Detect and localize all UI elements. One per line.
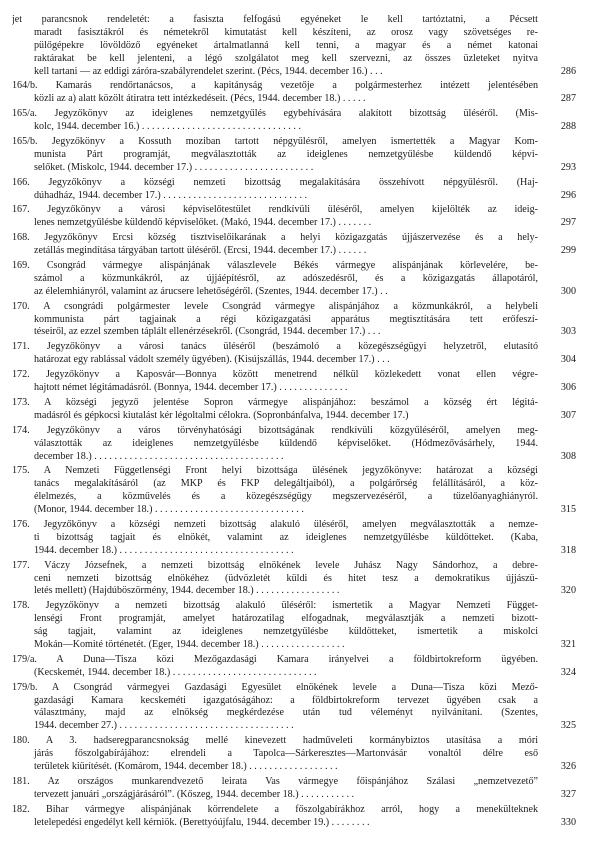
toc-entry <box>12 519 580 558</box>
entry-text: határozat egy rablással vádolt személy ügyében). (Kisújszállás, 1944. december 17.) . . . <box>34 354 390 366</box>
entry-text: területek kiürítését. (Komárom, 1944. december 18.) . . . . . . . . . . . . . . . . . . <box>34 760 338 772</box>
toc-entry <box>12 108 580 134</box>
entry-number: 179/b. <box>12 681 38 693</box>
page-number: 327 <box>560 788 576 800</box>
entry-number: 175. <box>12 465 30 477</box>
entry-line <box>12 438 580 451</box>
page-number: 306 <box>560 382 576 394</box>
entry-line <box>12 817 580 830</box>
entry-text: kolc, 1944. december 16.) . . . . . . . . . . . . . . . . . . . . . . . . . . . . . . . . <box>34 121 301 133</box>
page-number: 288 <box>560 121 576 133</box>
entry-line <box>12 162 580 175</box>
page-number: 307 <box>560 409 576 421</box>
entry-text: Jegyzőkönyv a nemzeti bizottság alakuló üléséről: ismertetik a Magyar Nemzeti Függet- <box>45 600 538 612</box>
entry-text: számol a közmunkákról, az újjáépítésről, az adószedésről, és a közigazgatás állapotáról, <box>34 272 538 284</box>
entry-line <box>12 40 580 53</box>
entry-text: tanács megalakításáról (az MKP és FKP delegáltjaiból), a polgárőrség felállításáról, a köz- <box>34 478 538 490</box>
entry-text: maradt fasisztákról és németekről kimutatást kell készíteni, az orosz vagy szövetséges re- <box>34 26 538 38</box>
entry-line <box>12 761 580 774</box>
entry-text: raktárakat be kell jelenteni, a légó szolgálatot meg kell szervezni, az összes üzleteket nyitva <box>34 52 538 64</box>
toc-entry <box>12 776 580 802</box>
entry-line <box>12 707 580 720</box>
entry-line <box>12 545 580 558</box>
entry-number: 177. <box>12 559 30 571</box>
page-number: 296 <box>560 189 576 201</box>
toc-entry <box>12 369 580 395</box>
entry-text: selőket. (Miskolc, 1944. december 17.) . . . . . . . . . . . . . . . . . . . . . . . . <box>34 161 314 173</box>
entry-number: 166. <box>12 176 30 188</box>
entry-line <box>12 53 580 66</box>
entry-line <box>12 804 580 817</box>
entry-text: Kamarás rendőrtanácsos, a kapitányság vezetője a polgármesterhez intézett jelentésében <box>55 80 538 92</box>
toc-entry <box>12 177 580 203</box>
entry-number: 176. <box>12 518 30 530</box>
toc-entry <box>12 260 580 299</box>
entry-line <box>12 149 580 162</box>
entry-line <box>12 27 580 40</box>
page-number: 293 <box>560 161 576 173</box>
entry-line <box>12 573 580 586</box>
entry-number: 164/b. <box>12 80 38 92</box>
entry-text: letés mellett) (Hajdúböszörmény, 1944. december 18.) . . . . . . . . . . . . . . . . . <box>34 585 340 597</box>
entry-line <box>12 451 580 464</box>
entry-text: Jegyzőkönyv a Kaposvár—Bonnya között menetrend nélkül közlekedett vonat ellen végre- <box>45 369 538 381</box>
entry-text: Mokán—Komité történetét. (Eger, 1944. december 18.) . . . . . . . . . . . . . . . . . <box>34 638 345 650</box>
entry-line <box>12 273 580 286</box>
entry-line <box>12 519 580 532</box>
entry-text: Jegyzőkönyv az ideiglenes nemzetgyűlés egybehívására alakított bizottság üléséről. (Mis- <box>54 108 538 120</box>
page-number: 300 <box>560 285 576 297</box>
entry-text: december 18.) . . . . . . . . . . . . . . . . . . . . . . . . . . . . . . . . . . . . . . <box>34 450 284 462</box>
toc-entry <box>12 560 580 599</box>
entry-line <box>12 80 580 93</box>
toc-entry <box>12 654 580 680</box>
toc-entry <box>12 600 580 652</box>
page-number: 303 <box>560 326 576 338</box>
entry-line <box>12 695 580 708</box>
entry-text: A csongrádi polgármester levele Csongrád vármegye alispánjához a közmunkákról, a helybeli <box>43 300 539 312</box>
entry-line <box>12 136 580 149</box>
entry-line <box>12 341 580 354</box>
entry-line <box>12 232 580 245</box>
entry-text: 1944. december 27.) . . . . . . . . . . . . . . . . . . . . . . . . . . . . . . . . . . . <box>34 720 294 732</box>
toc-entry <box>12 735 580 774</box>
entry-text: Jegyzőkönyv a Kossuth moziban tartott népgyűlésről, amelyen ismertették a Magyar Kom- <box>51 136 538 148</box>
page-number: 286 <box>560 65 576 77</box>
entry-line <box>12 735 580 748</box>
entry-line <box>12 682 580 695</box>
entry-line <box>12 585 580 598</box>
entry-text: jet parancsnok rendeletét: a fasiszta felfogású egyéneket le kell tartóztatni, a Pécsett <box>12 14 538 25</box>
entry-line <box>12 410 580 423</box>
entry-line <box>12 654 580 667</box>
entry-text: A Nemzeti Függetlenségi Front helyi bizottsága ülésének jegyzőkönyve: határozat a községi <box>43 465 538 477</box>
entry-text: A Duna—Tisza közi Mezőgazdasági Kamara irányelvei a földbirtokreform ügyében. <box>56 653 538 665</box>
entry-text: madásról és gépkocsi kiutalást kér légoltalmi célokra. (Sopronbánfalva, 1944. december 17.) <box>34 409 409 421</box>
entry-line <box>12 667 580 680</box>
entry-line <box>12 260 580 273</box>
entry-text: (Kecskemét, 1944. december 18.) . . . . . . . . . . . . . . . . . . . . . . . . . . . . . <box>34 666 317 678</box>
toc-entry <box>12 301 580 340</box>
page-number: 318 <box>560 544 576 556</box>
entry-text: Jegyzőkönyv a városi tanács üléséről (beszámoló a közegészségügyi helyzetről, elutasító <box>46 341 538 353</box>
entry-text: Jegyzőkönyv a községi nemzeti bizottság megalakítására összehívott népgyűlésről. (Haj- <box>48 176 538 188</box>
entry-line <box>12 121 580 134</box>
entry-text: élelmezés, a közművelés és a közegészségügy megszervezéséről, a tüzelőanyaghiányról. <box>34 491 538 503</box>
entry-text: választották az ideiglenes nemzetgyűlésbe küldendő képviselőket. (Hódmezővásárhely, 1944. <box>34 437 538 449</box>
entry-line <box>12 66 580 79</box>
page-number: 315 <box>560 504 576 516</box>
page-number: 304 <box>560 354 576 366</box>
entry-text: dúhadház, 1944. december 17.) . . . . . . . . . . . . . . . . . . . . . . . . . . . . . <box>34 189 308 201</box>
entry-line <box>12 354 580 367</box>
entry-number: 179/a. <box>12 653 37 665</box>
page-number: 287 <box>560 93 576 105</box>
entry-line <box>12 314 580 327</box>
entry-line <box>12 190 580 203</box>
entry-line <box>12 776 580 789</box>
entry-text: választmány, majd az elnökség megkérdezése után tud véleményt nyilvánítani. (Szentes, <box>34 707 538 719</box>
entry-line <box>12 397 580 410</box>
entry-line <box>12 245 580 258</box>
page-number: 297 <box>560 217 576 229</box>
entry-line <box>12 504 580 517</box>
entry-number: 180. <box>12 735 30 747</box>
toc-entry <box>12 136 580 175</box>
entry-text: pülőgépekre lövöldöző egyéneket ártalmatlanná kell tenni, a magyar és a német katonai <box>34 39 538 51</box>
entry-line <box>12 720 580 733</box>
entry-line <box>12 93 580 106</box>
entry-text: letelepedési engedélyt kell kérniök. (Berettyóújfalu, 1944. december 19.) . . . . . . . . <box>34 816 370 828</box>
entry-number: 182. <box>12 803 30 815</box>
entry-line <box>12 108 580 121</box>
page-number: 330 <box>560 816 576 828</box>
entry-line <box>12 326 580 339</box>
toc-entry <box>12 14 580 78</box>
entry-text: Csongrád vármegye alispánjának válaszlevele Békés vármegye alispánjának körlevelére, be- <box>46 260 538 272</box>
entry-line <box>12 286 580 299</box>
entry-text: hajtott német légitámadásról. (Bonnya, 1944. december 17.) . . . . . . . . . . . . . . <box>34 382 348 394</box>
entry-text: közli az a) alatt közölt átiratra tett intézkedéseit. (Pécs, 1944. december 18.) . . . . . <box>34 93 366 105</box>
page-number: 299 <box>560 245 576 257</box>
entry-line <box>12 626 580 639</box>
entry-number: 165/b. <box>12 136 38 148</box>
entry-text: zetállás megindítása tárgyában tartott üléséről. (Ercsi, 1944. december 17.) . . . . . . <box>34 245 367 257</box>
entry-number: 172. <box>12 369 30 381</box>
entry-text: gazdasági Kamara kecskeméti igazgatóságához: a földbirtokreform tervezet ügyében csak a <box>34 694 538 706</box>
entry-text: Jegyzőkönyv a város törvényhatósági bizottságának rendkívüli közgyűléséről, amelyen meg- <box>46 424 538 436</box>
toc-entry <box>12 341 580 367</box>
entry-line <box>12 491 580 504</box>
entry-line <box>12 600 580 613</box>
entry-line <box>12 425 580 438</box>
entry-line <box>12 204 580 217</box>
entry-text: (Monor, 1944. december 18.) . . . . . . . . . . . . . . . . . . . . . . . . . . . . . . <box>34 504 304 516</box>
entry-line <box>12 478 580 491</box>
entry-text: A községi jegyző jelentése Sopron vármegye alispánjához: beszámol a község ért légitá- <box>44 396 538 408</box>
entry-text: ság tagjait, valamint az ideiglenes nemzetgyűlésbe küldötteket, ismertetik a miskolci <box>34 626 538 638</box>
entry-line <box>12 369 580 382</box>
entry-text: Az országos munkarendvezető leirata Vas vármegye főispánjához Szálasi „nemzetvezető” <box>47 775 539 787</box>
entry-number: 178. <box>12 600 30 612</box>
entry-text: lenségi Front programját, amelyet határozatilag elfogadnak, megválasztják a nemzeti bizott- <box>34 613 538 625</box>
entry-number: 168. <box>12 232 30 244</box>
page-number: 325 <box>560 720 576 732</box>
entry-text: munista Párt programját, megválasztották az ideiglenes nemzetgyűlésbe küldendő képvi- <box>34 148 538 160</box>
entry-text: Váczy Józsefnek, a nemzeti bizottság elnökének levele Juhász Nagy Sándorhoz, a debre- <box>44 559 538 571</box>
entry-text: járás főszolgabírájához: elrendeli a Tapolca—Sárkeresztes—Martonvásár vonaltól délre eső <box>34 748 538 760</box>
entry-line <box>12 301 580 314</box>
entry-number: 169. <box>12 260 30 272</box>
entry-line <box>12 177 580 190</box>
entry-line <box>12 789 580 802</box>
entry-text: A 3. hadseregparancsnokság mellé kinevezett hadműveleti kormánybiztos utasítása a móri <box>45 735 538 747</box>
entry-text: Jegyzőkönyv a községi nemzeti bizottság alakuló üléséről, amelyen megválasztották a nemze- <box>43 518 538 530</box>
entry-text: Jegyzőkönyv a városi képviselőtestület rendkívüli üléséről, amelyen kijelölték az ideig- <box>47 204 538 216</box>
toc-entry <box>12 804 580 830</box>
entry-line <box>12 217 580 230</box>
toc-entry <box>12 232 580 258</box>
entry-line <box>12 748 580 761</box>
toc-entry <box>12 397 580 423</box>
entry-line <box>12 532 580 545</box>
toc-entry <box>12 682 580 734</box>
entry-text: Bihar vármegye alispánjának körrendelete a főszolgabírákhoz arról, hogy a menekülteknek <box>46 803 538 815</box>
page-number: 326 <box>560 760 576 772</box>
entry-line <box>12 639 580 652</box>
entry-text: kommunista párt tagjainak a régi közigazgatási apparátus megtisztítására tett erőfeszí- <box>34 313 538 325</box>
page-number: 320 <box>560 585 576 597</box>
entry-text: ti bizottság tagjait és elnökét, valamint az ideiglenes nemzetgyűlésbe küldötteket. (Kaba, <box>34 531 538 543</box>
page-number: 308 <box>560 450 576 462</box>
entry-text: tervezett januári „országjárásáról”. (Kőszeg, 1944. december 18.) . . . . . . . . . . . <box>34 788 355 800</box>
entry-number: 170. <box>12 300 30 312</box>
toc-entry <box>12 204 580 230</box>
entry-line <box>12 465 580 478</box>
entry-text: Jegyzőkönyv Ercsi község tisztviselőikarának a helyi közigazgatás újjászervezése és a hely- <box>44 232 539 244</box>
entry-text: az élelemhiányról, valamint az árucsere lehetőségéről. (Szentes, 1944. december 17.) . . <box>34 285 388 297</box>
toc-entry <box>12 465 580 517</box>
entry-number: 165/a. <box>12 108 37 120</box>
entry-line <box>12 14 580 27</box>
entry-text: ceni nemzeti bizottság elnökéhez (üdvözletét küldi és hitet tesz a demokratikus újjászü- <box>34 572 538 584</box>
page-number: 321 <box>560 638 576 650</box>
toc-entry <box>12 80 580 106</box>
entry-number: 181. <box>12 775 30 787</box>
toc-entry <box>12 425 580 464</box>
entry-text: téseiről, az ezzel szemben táplált ellenérzésekről. (Csongrád, 1944. december 17.) . . . <box>34 326 381 338</box>
page-number: 324 <box>560 666 576 678</box>
entry-line <box>12 382 580 395</box>
entry-line <box>12 560 580 573</box>
entry-text: 1944. december 18.) . . . . . . . . . . . . . . . . . . . . . . . . . . . . . . . . . . . <box>34 544 294 556</box>
entry-text: kell tartani — az eddigi záróra-szabályrendelet szerint. (Pécs, 1944. december 16.) . . . <box>34 65 383 77</box>
entry-number: 171. <box>12 341 30 353</box>
entry-number: 173. <box>12 396 30 408</box>
entry-number: 167. <box>12 204 30 216</box>
entry-text: lenes nemzetgyűlésbe küldendő képviselőket. (Makó, 1944. december 17.) . . . . . . . <box>34 217 372 229</box>
entry-line <box>12 613 580 626</box>
entry-number: 174. <box>12 424 30 436</box>
entry-text: A Csongrád vármegyei Gazdasági Egyesület elnökének levele a Duna—Tisza közi Mező- <box>51 681 538 693</box>
